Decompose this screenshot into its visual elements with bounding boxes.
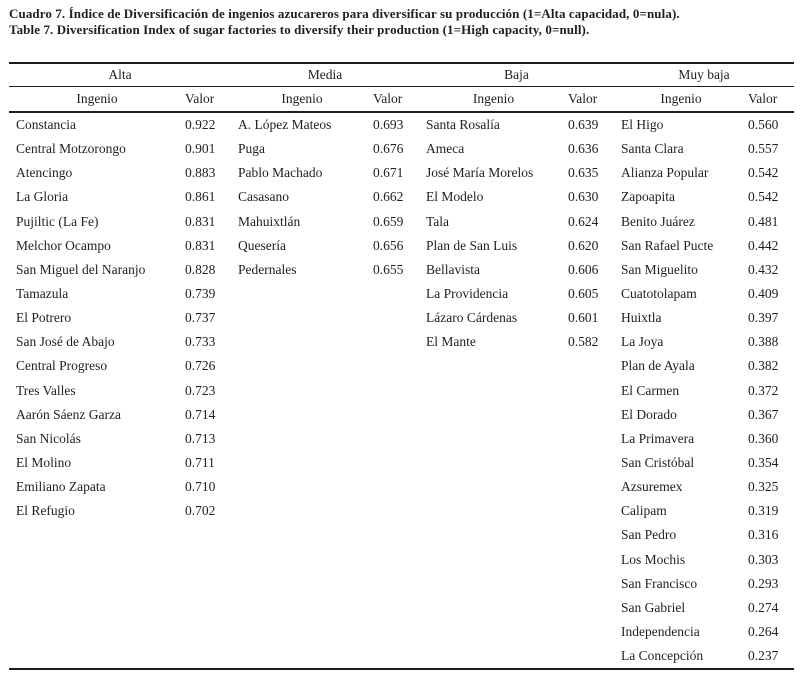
table-row (9, 499, 231, 523)
ingenio-name: San Miguelito (621, 261, 698, 277)
column-header-ingenio: Ingenio (281, 91, 323, 106)
table-row (614, 258, 794, 282)
ingenio-value: 0.624 (568, 213, 599, 229)
ingenio-name: Plan de Ayala (621, 358, 695, 374)
column-header-ingenio: Ingenio (660, 91, 702, 106)
ingenio-value: 0.659 (373, 213, 404, 229)
ingenio-value: 0.723 (185, 382, 216, 398)
table-row (231, 137, 419, 161)
ingenio-name: Ameca (426, 141, 465, 157)
subheader-cell-media (231, 87, 419, 111)
ingenio-name: Atencingo (16, 165, 73, 181)
table-row (614, 644, 794, 668)
table-row (9, 379, 231, 403)
ingenio-name: Pablo Machado (238, 165, 323, 181)
ingenio-name: El Dorado (621, 406, 677, 422)
ingenio-value: 0.713 (185, 430, 216, 446)
ingenio-value: 0.237 (748, 648, 779, 664)
ingenio-name: La Joya (621, 334, 664, 350)
group-header-muy-baja: Muy baja (678, 67, 730, 82)
ingenio-value: 0.560 (748, 117, 779, 133)
table-row (614, 548, 794, 572)
ingenio-name: Pujiltic (La Fe) (16, 213, 99, 229)
table-row (231, 234, 419, 258)
ingenio-name: Azsuremex (621, 479, 683, 495)
ingenio-name: Calipam (621, 503, 667, 519)
table-row (614, 379, 794, 403)
ingenio-value: 0.432 (748, 261, 779, 277)
column-header-row (9, 87, 794, 113)
subheader-cell-alta (9, 87, 231, 111)
table-row (9, 185, 231, 209)
ingenio-name: El Mante (426, 334, 476, 350)
table-caption (9, 6, 794, 38)
table-row (9, 137, 231, 161)
ingenio-value: 0.639 (568, 117, 599, 133)
ingenio-name: Independencia (621, 624, 700, 640)
ingenio-value: 0.710 (185, 479, 216, 495)
ingenio-name: San Nicolás (16, 430, 81, 446)
ingenio-name: San Cristóbal (621, 455, 695, 471)
table-row (231, 258, 419, 282)
ingenio-name: Tamazula (16, 286, 69, 302)
ingenio-name: Mahuixtlán (238, 213, 301, 229)
table-row (614, 161, 794, 185)
ingenio-value: 0.831 (185, 213, 216, 229)
table-row (614, 210, 794, 234)
ingenio-name: El Modelo (426, 189, 484, 205)
ingenio-value: 0.367 (748, 406, 779, 422)
ingenio-name: El Higo (621, 117, 664, 133)
ingenio-name: La Primavera (621, 430, 695, 446)
column-baja (419, 113, 614, 354)
ingenio-name: San Francisco (621, 575, 698, 591)
table-row (614, 282, 794, 306)
ingenio-name: Zapoapita (621, 189, 675, 205)
ingenio-name: Tres Valles (16, 382, 76, 398)
subheader-cell-baja (419, 87, 614, 111)
table-row (9, 210, 231, 234)
ingenio-value: 0.714 (185, 406, 216, 422)
column-media (231, 113, 419, 282)
ingenio-name: El Potrero (16, 310, 72, 326)
ingenio-value: 0.442 (748, 237, 779, 253)
ingenio-value: 0.831 (185, 237, 216, 253)
table-row (614, 572, 794, 596)
ingenio-value: 0.655 (373, 261, 404, 277)
ingenio-name: Central Progreso (16, 358, 108, 374)
table-row (9, 451, 231, 475)
column-header-valor: Valor (373, 91, 403, 106)
table-row (9, 161, 231, 185)
ingenio-name: Melchor Ocampo (16, 237, 111, 253)
ingenio-value: 0.303 (748, 551, 779, 567)
table-row (419, 113, 614, 137)
ingenio-value: 0.901 (185, 141, 216, 157)
table-row (9, 330, 231, 354)
ingenio-value: 0.557 (748, 141, 779, 157)
table-row (614, 113, 794, 137)
ingenio-value: 0.861 (185, 189, 216, 205)
ingenio-value: 0.316 (748, 527, 779, 543)
ingenio-value: 0.671 (373, 165, 404, 181)
table-row (9, 354, 231, 378)
group-header-baja: Baja (504, 67, 529, 82)
group-header-media: Media (307, 67, 343, 82)
table-row (614, 427, 794, 451)
ingenio-value: 0.481 (748, 213, 779, 229)
ingenio-name: El Carmen (621, 382, 680, 398)
ingenio-value: 0.726 (185, 358, 216, 374)
table-row (614, 403, 794, 427)
ingenio-value: 0.382 (748, 358, 779, 374)
table-row (614, 475, 794, 499)
table-row (419, 137, 614, 161)
ingenio-value: 0.319 (748, 503, 779, 519)
group-header-alta: Alta (108, 67, 132, 82)
column-header-ingenio: Ingenio (76, 91, 118, 106)
table-row (419, 258, 614, 282)
ingenio-name: Alianza Popular (621, 165, 709, 181)
table-row (9, 282, 231, 306)
table-body (9, 113, 794, 670)
ingenio-name: El Molino (16, 455, 72, 471)
table-row (231, 185, 419, 209)
ingenio-value: 0.542 (748, 189, 779, 205)
ingenio-name: Santa Clara (621, 141, 684, 157)
table-title-spanish: Cuadro 7. Índice de Diversificación de ingenios azucareros para diversificar su producción (1=Alta capacidad, 0=nula). (9, 6, 680, 21)
ingenio-name: Cuatotolapam (621, 286, 697, 302)
table-row (614, 306, 794, 330)
ingenio-value: 0.274 (748, 599, 779, 615)
ingenio-value: 0.922 (185, 117, 216, 133)
ingenio-name: A. López Mateos (238, 117, 332, 133)
ingenio-name: El Refugio (16, 503, 75, 519)
table-row (9, 475, 231, 499)
ingenio-value: 0.636 (568, 141, 599, 157)
group-header-row (9, 62, 794, 87)
ingenio-value: 0.662 (373, 189, 404, 205)
ingenio-name: José María Morelos (426, 165, 534, 181)
ingenio-value: 0.360 (748, 430, 779, 446)
ingenio-name: Casasano (238, 189, 289, 205)
table-row (614, 499, 794, 523)
ingenio-value: 0.656 (373, 237, 404, 253)
ingenio-name: La Concepción (621, 648, 704, 664)
ingenio-value: 0.606 (568, 261, 599, 277)
ingenio-name: Quesería (238, 237, 286, 253)
table-row (614, 451, 794, 475)
table-row (419, 185, 614, 209)
table-row (614, 234, 794, 258)
ingenio-value: 0.601 (568, 310, 599, 326)
ingenio-value: 0.293 (748, 575, 779, 591)
ingenio-value: 0.542 (748, 165, 779, 181)
ingenio-name: Lázaro Cárdenas (426, 310, 518, 326)
ingenio-value: 0.635 (568, 165, 599, 181)
column-muy-baja (614, 113, 794, 668)
ingenio-value: 0.325 (748, 479, 779, 495)
ingenio-name: San Pedro (621, 527, 677, 543)
ingenio-value: 0.264 (748, 624, 779, 640)
column-header-valor: Valor (748, 91, 778, 106)
table-row (419, 161, 614, 185)
ingenio-name: Pedernales (238, 261, 297, 277)
ingenio-value: 0.883 (185, 165, 216, 181)
ingenio-name: Constancia (16, 117, 76, 133)
table-row (9, 234, 231, 258)
table-row (419, 210, 614, 234)
table-row (614, 354, 794, 378)
table-row (419, 306, 614, 330)
table-row (614, 523, 794, 547)
ingenio-value: 0.409 (748, 286, 779, 302)
table-row (614, 185, 794, 209)
table-row (614, 596, 794, 620)
column-header-valor: Valor (568, 91, 598, 106)
table-row (231, 113, 419, 137)
ingenio-name: Bellavista (426, 261, 480, 277)
table-title-english: Table 7. Diversification Index of sugar factories to diversify their production (1=High capacity, 0=null). (9, 22, 590, 37)
ingenio-value: 0.582 (568, 334, 599, 350)
ingenio-value: 0.620 (568, 237, 599, 253)
ingenio-value: 0.693 (373, 117, 404, 133)
ingenio-value: 0.702 (185, 503, 216, 519)
ingenio-value: 0.630 (568, 189, 599, 205)
ingenio-value: 0.737 (185, 310, 216, 326)
table-row (9, 306, 231, 330)
ingenio-name: Benito Juárez (621, 213, 695, 229)
ingenio-name: Los Mochis (621, 551, 686, 567)
ingenio-name: Plan de San Luis (426, 237, 518, 253)
table-row (614, 137, 794, 161)
ingenio-value: 0.739 (185, 286, 216, 302)
table-row (231, 210, 419, 234)
table-row (9, 403, 231, 427)
table-row (9, 113, 231, 137)
ingenio-value: 0.388 (748, 334, 779, 350)
column-header-valor: Valor (185, 91, 215, 106)
ingenio-name: La Gloria (16, 189, 69, 205)
ingenio-value: 0.605 (568, 286, 599, 302)
ingenio-name: Central Motzorongo (16, 141, 126, 157)
column-header-ingenio: Ingenio (472, 91, 515, 106)
subheader-cell-muy-baja (614, 87, 794, 111)
ingenio-name: San Miguel del Naranjo (16, 261, 146, 277)
ingenio-value: 0.676 (373, 141, 404, 157)
ingenio-name: Huixtla (621, 310, 662, 326)
table-row (9, 258, 231, 282)
table-row (419, 234, 614, 258)
ingenio-value: 0.397 (748, 310, 779, 326)
table-row (9, 427, 231, 451)
ingenio-name: Puga (238, 141, 265, 157)
ingenio-name: Aarón Sáenz Garza (16, 406, 121, 422)
ingenio-value: 0.828 (185, 261, 216, 277)
ingenio-value: 0.354 (748, 455, 779, 471)
column-alta (9, 113, 231, 523)
ingenio-name: Tala (426, 213, 450, 229)
ingenio-name: La Providencia (426, 286, 509, 302)
ingenio-value: 0.372 (748, 382, 779, 398)
ingenio-name: San Gabriel (621, 599, 686, 615)
table-row (231, 161, 419, 185)
ingenio-name: San Rafael Pucte (621, 237, 714, 253)
table-row (419, 330, 614, 354)
diversification-table (9, 62, 794, 670)
ingenio-name: San José de Abajo (16, 334, 115, 350)
table-row (614, 620, 794, 644)
ingenio-name: Santa Rosalía (426, 117, 500, 133)
ingenio-value: 0.733 (185, 334, 216, 350)
table-row (614, 330, 794, 354)
table-row (419, 282, 614, 306)
ingenio-name: Emiliano Zapata (16, 479, 106, 495)
ingenio-value: 0.711 (185, 455, 215, 471)
